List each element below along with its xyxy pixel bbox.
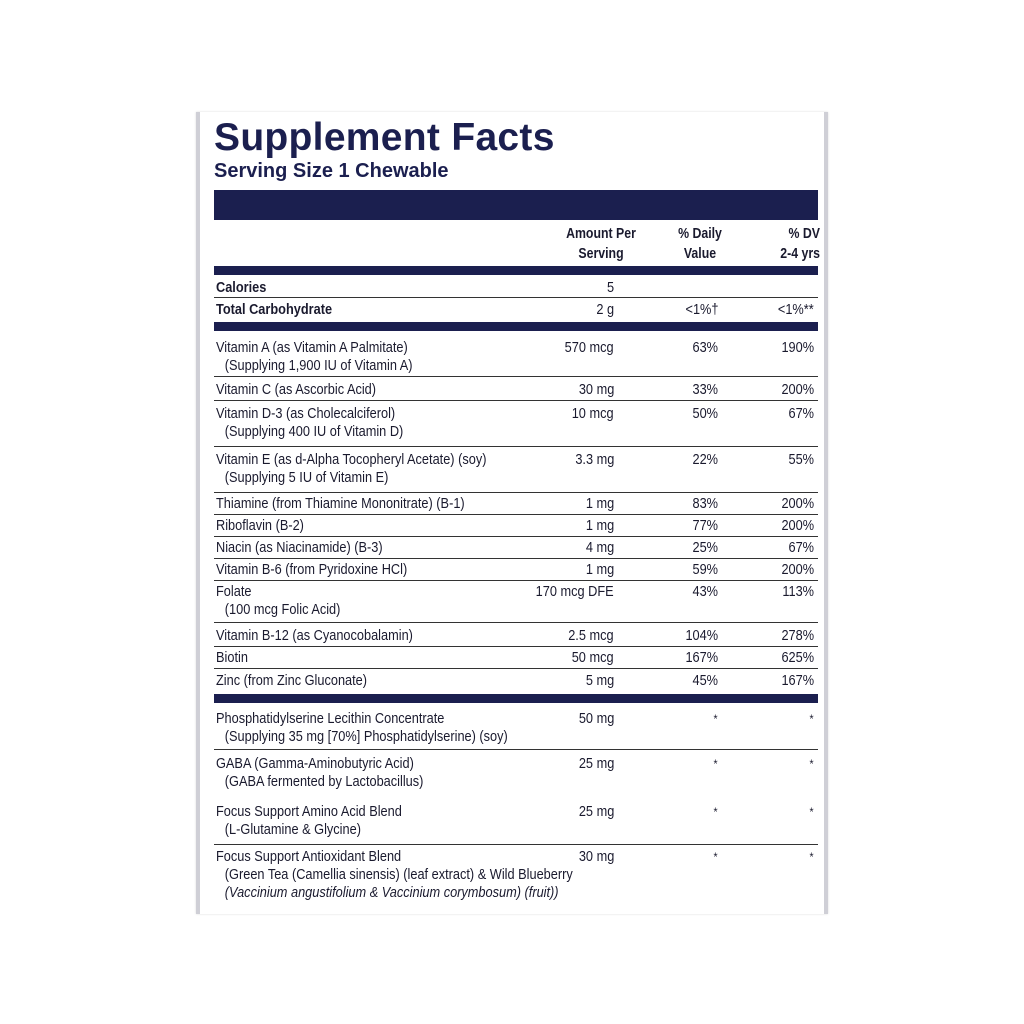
- header-amount-line1: Amount Per: [566, 226, 636, 242]
- table-row: [214, 494, 818, 515]
- row-dv2: 67%: [788, 540, 814, 556]
- divider-bar-3: [214, 694, 818, 703]
- divider-bar-2: [214, 322, 818, 331]
- row-dv: *: [713, 850, 718, 864]
- table-row: [214, 300, 818, 319]
- table-row: [214, 754, 818, 794]
- row-dv2: 200%: [781, 382, 814, 398]
- row-amount: 5 mg: [585, 673, 614, 689]
- panel-title: Supplement Facts: [214, 116, 555, 159]
- row-amount: 5: [606, 280, 614, 296]
- header-dv2-line2: 2-4 yrs: [780, 246, 820, 262]
- row-dv: 104%: [685, 628, 718, 644]
- header-dv2-line1: % DV: [788, 226, 820, 242]
- divider-bar-1: [214, 266, 818, 275]
- header-dv-line1: % Daily: [678, 226, 722, 242]
- table-row: [214, 404, 818, 447]
- table-row: [214, 671, 818, 691]
- panel-heading: [214, 116, 818, 182]
- row-name: Vitamin C (as Ascorbic Acid): [216, 382, 377, 398]
- row-dv: 50%: [692, 406, 718, 422]
- row-dv: 43%: [692, 584, 718, 600]
- row-dv: 45%: [692, 673, 718, 689]
- row-dv2: *: [809, 757, 814, 771]
- row-name: Niacin (as Niacinamide) (B-3): [216, 540, 383, 556]
- row-name: Biotin: [216, 650, 248, 666]
- row-dv: 63%: [692, 340, 718, 356]
- row-dv: 33%: [692, 382, 718, 398]
- row-amount: 170 mcg DFE: [535, 584, 614, 600]
- row-name: Calories: [216, 280, 267, 296]
- row-amount: 30 mg: [578, 382, 614, 398]
- header-dv-line2: Value: [683, 246, 717, 262]
- row-dv: 83%: [692, 496, 718, 512]
- row-dv2: 200%: [781, 562, 814, 578]
- table-row: [214, 560, 818, 581]
- row-name: Vitamin D-3 (as Cholecalciferol) (Supplying 400 IU of Vitamin D): [216, 406, 404, 440]
- row-amount: 10 mcg: [572, 406, 614, 422]
- row-name: Thiamine (from Thiamine Mononitrate) (B-1): [216, 496, 465, 512]
- row-amount: 570 mcg: [565, 340, 614, 356]
- row-amount: 30 mg: [578, 849, 614, 865]
- row-dv2: <1%**: [778, 302, 814, 318]
- table-row: [214, 847, 818, 909]
- row-dv: 59%: [692, 562, 718, 578]
- row-amount: 1 mg: [585, 496, 614, 512]
- row-dv2: 55%: [788, 452, 814, 468]
- row-amount: 4 mg: [585, 540, 614, 556]
- row-dv2: 625%: [781, 650, 814, 666]
- serving-size: Serving Size 1 Chewable: [214, 160, 449, 182]
- row-dv2: 200%: [781, 518, 814, 534]
- row-name: Focus Support Antioxidant Blend (Green Tea (Camellia sinensis) (leaf extract) & Wild Blueberry (Vaccinium angustifolium & Vaccinium corymbosum) (fruit)): [216, 849, 573, 901]
- row-dv2: *: [809, 850, 814, 864]
- table-row: [214, 450, 818, 493]
- row-dv: <1%†: [685, 302, 718, 318]
- row-dv: *: [713, 757, 718, 771]
- row-dv2: *: [809, 805, 814, 819]
- row-dv2: 113%: [782, 584, 814, 600]
- row-name: Phosphatidylserine Lecithin Concentrate (Supplying 35 mg [70%] Phosphatidylserine) (soy): [216, 711, 508, 745]
- row-name: Riboflavin (B-2): [216, 518, 304, 534]
- row-amount: 1 mg: [585, 562, 614, 578]
- row-amount: 1 mg: [585, 518, 614, 534]
- row-dv2: *: [809, 712, 814, 726]
- table-row: [214, 538, 818, 559]
- row-dv2: 278%: [781, 628, 814, 644]
- row-name: Focus Support Amino Acid Blend (L-Glutamine & Glycine): [216, 804, 402, 838]
- table-row: [214, 516, 818, 537]
- row-dv: *: [713, 805, 718, 819]
- table-row: [214, 278, 818, 298]
- row-dv: 22%: [692, 452, 718, 468]
- table-row: [214, 582, 818, 623]
- row-name: Vitamin B-12 (as Cyanocobalamin): [216, 628, 413, 644]
- row-dv: 167%: [685, 650, 718, 666]
- row-dv: 25%: [692, 540, 718, 556]
- row-amount: 2.5 mcg: [568, 628, 614, 644]
- row-dv2: 200%: [781, 496, 814, 512]
- row-dv2: 67%: [788, 406, 814, 422]
- row-amount: 25 mg: [578, 756, 614, 772]
- header-dv-children: [766, 224, 820, 264]
- header-daily-value: [666, 224, 734, 264]
- supplement-facts-panel: [196, 112, 828, 914]
- row-dv2: 190%: [781, 340, 814, 356]
- row-name: Folate (100 mcg Folic Acid): [216, 584, 341, 618]
- header-bar: [214, 190, 818, 220]
- row-dv2: 167%: [781, 673, 814, 689]
- header-amount: [554, 224, 648, 264]
- row-dv: *: [713, 712, 718, 726]
- row-amount: 25 mg: [578, 804, 614, 820]
- row-name: Vitamin B-6 (from Pyridoxine HCl): [216, 562, 408, 578]
- row-name: Vitamin A (as Vitamin A Palmitate) (Supplying 1,900 IU of Vitamin A): [216, 340, 413, 374]
- table-row: [214, 709, 818, 750]
- table-row: [214, 380, 818, 401]
- row-name: Total Carbohydrate: [216, 302, 333, 318]
- row-amount: 50 mg: [578, 711, 614, 727]
- row-amount: 2 g: [596, 302, 614, 318]
- header-amount-line2: Serving: [578, 246, 624, 262]
- table-row: [214, 802, 818, 845]
- row-amount: 3.3 mg: [574, 452, 614, 468]
- table-row: [214, 338, 818, 377]
- table-row: [214, 626, 818, 647]
- table-row: [214, 648, 818, 669]
- row-name: Zinc (from Zinc Gluconate): [216, 673, 368, 689]
- row-name: Vitamin E (as d-Alpha Tocopheryl Acetate) (soy) (Supplying 5 IU of Vitamin E): [216, 452, 487, 486]
- row-amount: 50 mcg: [572, 650, 614, 666]
- row-name: GABA (Gamma-Aminobutyric Acid) (GABA fermented by Lactobacillus): [216, 756, 424, 790]
- row-dv: 77%: [692, 518, 718, 534]
